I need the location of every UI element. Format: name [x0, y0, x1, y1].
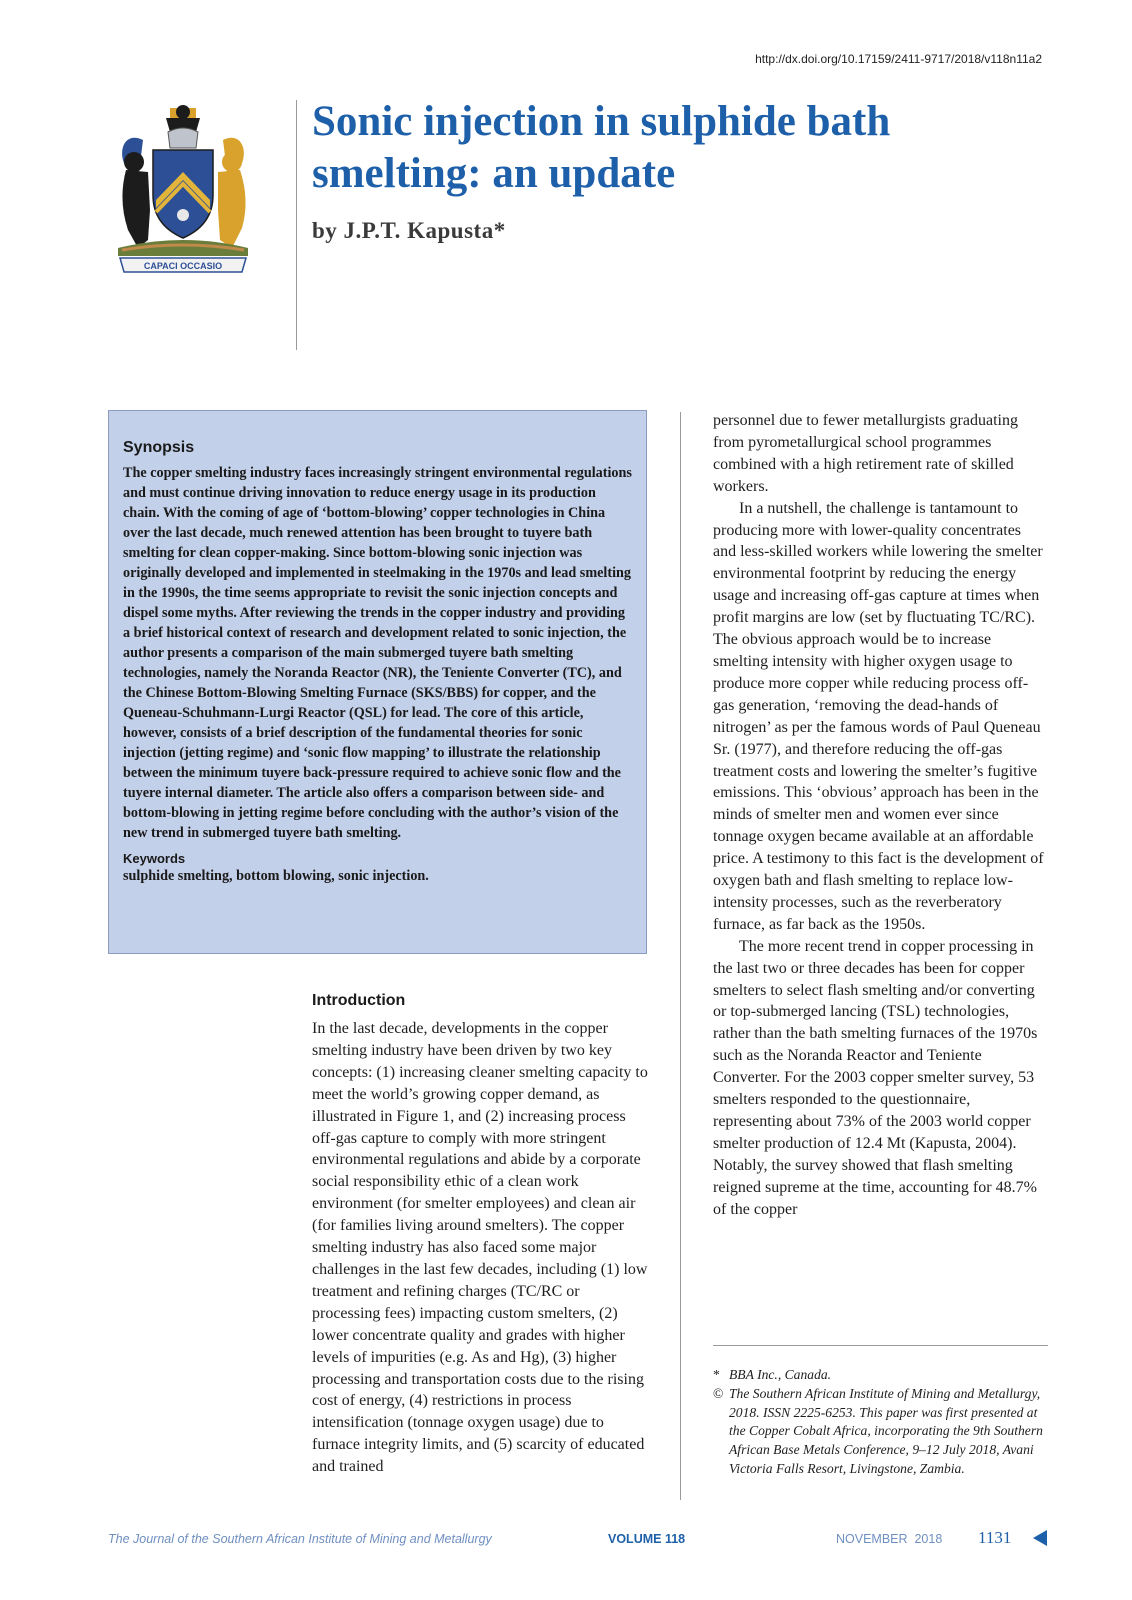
- footnote-divider: [713, 1345, 1048, 1346]
- doi-link[interactable]: http://dx.doi.org/10.17159/2411-9717/2018/v118n11a2: [755, 52, 1042, 66]
- institute-coat-of-arms: [108, 100, 258, 275]
- title-divider: [296, 100, 297, 350]
- logo-motto: CAPACI OCCASIO: [143, 261, 223, 271]
- synopsis-box: [108, 410, 647, 954]
- page-arrow-icon: [1033, 1530, 1047, 1546]
- footer-volume: VOLUME 118: [608, 1532, 686, 1546]
- page-footer: [108, 1530, 1048, 1550]
- paragraph: In a nutshell, the challenge is tantamount to producing more with lower-quality concentrates and less-skilled workers while lowering the smelter environmental footprint by reducing the energy usage and increasing off-gas capture at times when profit margins are low (set by fluctuating TC/RC). The obvious approach would be to increase smelting intensity with higher oxygen usage to produce more copper while reducing process off-gas generation, ‘removing the dead-hands of nitrogen’ as per the famous words of Paul Queneau Sr. (1977), and therefore reducing the off-gas treatment costs and lowering the smelter’s fugitive emissions. This ‘obvious’ approach has been in the minds of smelter men and women ever since tonnage oxygen became available at an affordable price. A testimony to this fact is the development of oxygen bath and flash smelting to replace low-intensity processes, such as the reverberatory furnace, as far back as the 1950s.: [713, 499, 1044, 933]
- keywords-text: sulphide smelting, bottom blowing, sonic injection.: [123, 868, 429, 884]
- keywords-heading: Keywords: [123, 851, 186, 866]
- synopsis-heading: Synopsis: [123, 439, 195, 456]
- synopsis-text: The copper smelting industry faces increasingly stringent environmental regulations and must continue driving innovation to reduce energy usage in its production chain. With the coming of age of ‘bottom-blowing’ copper technologies in China over the last decade, much renewed attention has been brought to tuyere bath smelting for clean copper-making. Since bottom-blowing sonic injection was originally developed and implemented in steelmaking in the 1970s and lead smelting in the 1990s, the time seems appropriate to revisit the sonic injection concepts and dispel some myths. After reviewing the trends in the copper industry and providing a brief historical context of research and development related to sonic injection, the author presents a comparison of the main submerged tuyere bath smelting technologies, namely the Noranda Reactor (NR), the Teniente Converter (TC), and the Chinese Bottom-Blowing Smelting Furnace (SKS/BBS) for copper, and the Queneau-Schuhmann-Lurgi Reactor (QSL) for lead. The core of this article, however, consists of a brief description of the fundamental theories for sonic injection (jetting regime) and ‘sonic flow mapping’ to illustrate the relationship between the minimum tuyere back-pressure required to achieve sonic flow and the tuyere internal diameter. The article also offers a comparison between side- and bottom-blowing in jetting regime before concluding with the author’s vision of the new trend in submerged tuyere bath smelting.: [123, 465, 632, 841]
- footnote-mark: *: [713, 1367, 720, 1382]
- author-byline: by J.P.T. Kapusta*: [312, 218, 506, 243]
- footer-date: NOVEMBER 2018: [836, 1532, 943, 1546]
- footnote-copyright: [713, 1385, 1048, 1479]
- page-number: 1131: [978, 1528, 1012, 1547]
- paragraph: personnel due to fewer metallurgists graduating from pyrometallurgical school programmes combined with a high retirement rate of skilled workers.: [713, 412, 1018, 495]
- introduction-heading: Introduction: [312, 992, 406, 1009]
- footnote-mark: ©: [713, 1385, 724, 1401]
- footnote-text: The Southern African Institute of Mining and Metallurgy, 2018. ISSN 2225-6253. This paper was first presented at the Copper Cobalt Africa, incorporating the 9th Southern African Base Metals Conference, 9–12 July 2018, Avani Victoria Falls Resort, Livingstone, Zambia.: [729, 1385, 1043, 1476]
- introduction-text: In the last decade, developments in the copper smelting industry have been driven by two key concepts: (1) increasing cleaner smelting capacity to meet the world’s growing copper demand, as illustrated in Figure 1, and (2) increasing process off-gas capture to comply with more stringent environmental regulations and abide by a corporate social responsibility ethic of a clean work environment (for smelter employees) and clean air (for families living around smelters). The copper smelting industry has also faced some major challenges in the last few decades, including (1) low treatment and refining charges (TC/RC or processing fees) impacting custom smelters, (2) lower concentrate quality and grades with higher levels of impurities (e.g. As and Hg), (3) higher processing and transportation costs due to the rising cost of energy, (4) restrictions in process intensification (tonnage oxygen usage) due to furnace integrity limits, and (5) scarcity of educated and trained: [312, 1020, 648, 1476]
- footnote-text: BBA Inc., Canada.: [729, 1367, 832, 1382]
- footnotes: [713, 1366, 1048, 1479]
- footer-journal-name: The Journal of the Southern African Institute of Mining and Metallurgy: [108, 1532, 492, 1546]
- footnote-affiliation: [713, 1366, 1048, 1385]
- article-title: Sonic injection in sulphide bath smelting: an update: [312, 98, 891, 197]
- right-column: [713, 410, 1048, 1221]
- introduction-section: [312, 992, 652, 1478]
- column-divider: [680, 412, 681, 1500]
- paragraph: The more recent trend in copper processing in the last two or three decades has been for copper smelters to select flash smelting and/or converting or top-submerged lancing (TSL) technologies, rather than the bath smelting furnaces of the 1970s such as the Noranda Reactor and Teniente Converter. For the 2003 copper smelter survey, 53 smelters responded to the questionnaire, representing about 73% of the 2003 world copper smelter production of 12.4 Mt (Kapusta, 2004). Notably, the survey showed that flash smelting reigned supreme at the time, accounting for 48.7% of the copper: [713, 937, 1038, 1218]
